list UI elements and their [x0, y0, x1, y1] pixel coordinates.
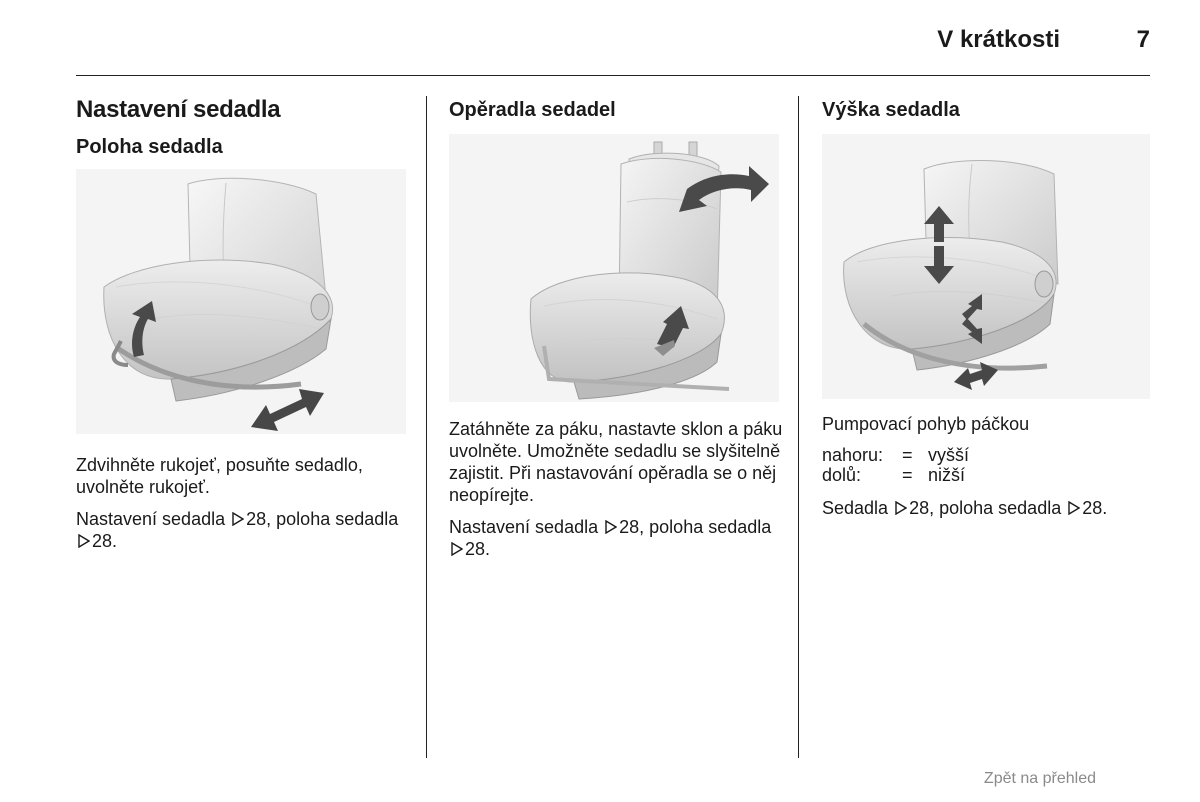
- section-title: Výška sedadla: [822, 99, 960, 121]
- page-ref-arrow-icon: [1068, 501, 1080, 515]
- ref-end: .: [112, 531, 118, 551]
- subsection-title: Poloha sedadla: [76, 136, 223, 158]
- instruction-text: Pumpovací pohyb páčkou: [822, 414, 1030, 434]
- ref-page[interactable]: 28: [909, 498, 930, 518]
- cross-reference: [822, 497, 1152, 519]
- page-ref-arrow-icon: [605, 520, 617, 534]
- page-ref-arrow-icon: [78, 534, 90, 548]
- definition-eq: =: [902, 465, 913, 485]
- column-divider: [798, 96, 799, 758]
- definition-row: [822, 465, 1152, 485]
- seat-backrest-illustration: [449, 134, 779, 402]
- page-ref-arrow-icon: [895, 501, 907, 515]
- instruction-text: Zdvihněte rukojeť, posuňte sedadlo, uvolněte rukojeť.: [76, 455, 363, 497]
- definition-value: nižší: [928, 465, 966, 485]
- ref-label: Nastavení sedadla: [76, 509, 226, 529]
- ref-label: , poloha sedadla: [639, 517, 772, 537]
- ref-label: , poloha sedadla: [929, 498, 1062, 518]
- ref-label: Nastavení sedadla: [449, 517, 599, 537]
- instruction-text: Zatáhněte za páku, nastavte sklon a páku uvolněte. Umožněte sedadlu se slyšitelně zajistit. Při nastavování opěradla se o něj neopírejte.: [449, 419, 783, 505]
- page-ref-arrow-icon: [232, 512, 244, 526]
- column-backrest: [449, 96, 784, 560]
- chapter-title: V krátkosti: [937, 26, 1060, 53]
- cross-reference: [449, 516, 784, 560]
- ref-page[interactable]: 28: [1082, 498, 1103, 518]
- cross-reference: [76, 508, 411, 552]
- column-seat-position: [76, 96, 411, 552]
- ref-label: Sedadla: [822, 498, 889, 518]
- ref-page[interactable]: 28: [246, 509, 267, 529]
- page-number: 7: [1136, 26, 1150, 53]
- definition-value: vyšší: [928, 445, 970, 465]
- back-to-overview-link[interactable]: Zpět na přehled: [983, 770, 1096, 787]
- header-rule: [76, 75, 1150, 76]
- seat-height-illustration: [822, 134, 1150, 399]
- definition-eq: =: [902, 445, 913, 465]
- ref-page[interactable]: 28: [619, 517, 640, 537]
- ref-page[interactable]: 28: [92, 531, 113, 551]
- ref-page[interactable]: 28: [465, 539, 486, 559]
- column-divider: [426, 96, 427, 758]
- column-seat-height: [822, 96, 1152, 519]
- page-ref-arrow-icon: [451, 542, 463, 556]
- ref-label: , poloha sedadla: [266, 509, 399, 529]
- definition-row: [822, 445, 1152, 465]
- definition-key: dolů:: [822, 465, 862, 485]
- slide-arrow: [251, 389, 324, 431]
- ref-end: .: [485, 539, 491, 559]
- definition-list: [822, 445, 1152, 485]
- seat-position-illustration: [76, 169, 406, 434]
- ref-end: .: [1102, 498, 1108, 518]
- section-title: Nastavení sedadla: [76, 96, 281, 123]
- definition-key: nahoru:: [822, 445, 884, 465]
- section-title: Opěradla sedadel: [449, 99, 616, 121]
